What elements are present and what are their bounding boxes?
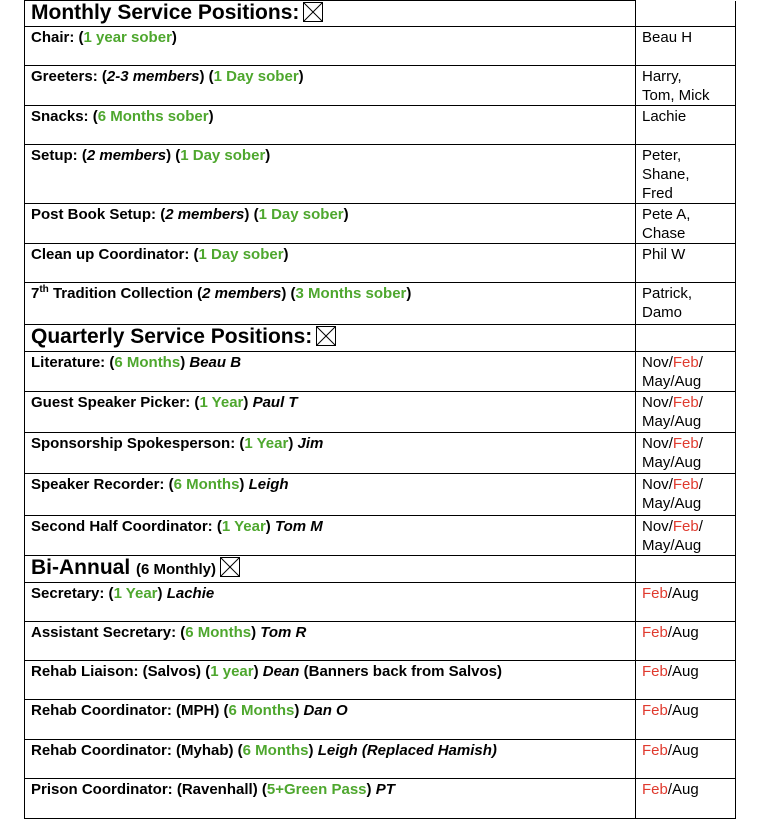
- role-name: Greeters:: [31, 68, 98, 85]
- role-cell: Guest Speaker Picker: (1 Year) Paul T: [25, 392, 636, 433]
- month: May: [642, 373, 671, 390]
- month-highlight: Feb: [642, 663, 668, 680]
- role-cell: Chair: (1 year sober): [25, 27, 636, 66]
- month: Aug: [674, 373, 702, 390]
- role-name: Tradition Collection: [52, 285, 193, 302]
- checkbox-crossed-icon[interactable]: [303, 2, 323, 22]
- month: May: [642, 495, 671, 512]
- term-length: 1 Year: [221, 518, 266, 535]
- assigned-person: PT: [375, 781, 395, 798]
- schedule-cell: [636, 700, 736, 740]
- month: Aug: [672, 742, 699, 759]
- month: Aug: [672, 624, 699, 641]
- term-length: 6 Months: [114, 354, 181, 371]
- quarterly-row: [25, 474, 736, 516]
- role-cell: Post Book Setup: (2 members) (1 Day sober): [25, 204, 636, 244]
- month: Nov: [642, 518, 669, 535]
- month: May: [642, 537, 671, 554]
- assigned-cell: [636, 66, 736, 106]
- role-suffix: th: [39, 284, 49, 295]
- separator: /: [670, 413, 675, 430]
- assigned-name: Patrick,: [642, 285, 693, 302]
- role-cell: Greeters: (2-3 members) (1 Day sober): [25, 66, 636, 106]
- separator: /: [698, 518, 703, 535]
- separator: /: [667, 624, 673, 641]
- monthly-row: [25, 204, 736, 244]
- checkbox-crossed-icon[interactable]: [220, 557, 240, 577]
- schedule-line: [642, 434, 728, 453]
- month-highlight: Feb: [672, 435, 699, 452]
- separator: /: [668, 435, 673, 452]
- biannual-section-title: Bi-Annual: [31, 556, 131, 579]
- month: Aug: [674, 495, 702, 512]
- role-cell: Snacks: (6 Months sober): [25, 106, 636, 145]
- term-length: 1 Year: [199, 394, 244, 411]
- role-cell: Literature: (6 Months) Beau B: [25, 352, 636, 392]
- month-highlight: Feb: [642, 624, 668, 641]
- month-highlight: Feb: [642, 781, 668, 798]
- month: Nov: [642, 476, 669, 493]
- month: Aug: [672, 663, 699, 680]
- role-cell: Speaker Recorder: (6 Months) Leigh: [25, 474, 636, 516]
- role-name: Sponsorship Spokesperson:: [31, 435, 236, 452]
- separator: /: [698, 435, 703, 452]
- role-name: Rehab Coordinator: (Myhab): [31, 742, 234, 759]
- assigned-person: Lachie: [166, 585, 215, 602]
- schedule-line: [642, 372, 728, 391]
- separator: /: [670, 537, 675, 554]
- biannual-section-header: [25, 556, 736, 583]
- assigned-cell: [636, 283, 736, 325]
- assigned-cell: [636, 204, 736, 244]
- schedule-cell: [636, 392, 736, 433]
- quarterly-row: [25, 352, 736, 392]
- role-name: Assistant Secretary:: [31, 624, 177, 641]
- role-cell: Secretary: (1 Year) Lachie: [25, 583, 636, 622]
- monthly-row: [25, 66, 736, 106]
- assigned-name: Pete A,: [642, 206, 691, 223]
- month: Aug: [674, 454, 702, 471]
- schedule-line: [642, 536, 728, 555]
- assigned-name: Damo: [642, 304, 683, 321]
- role-name: Literature:: [31, 354, 106, 371]
- members-count: 2 members: [202, 285, 282, 302]
- separator: /: [670, 373, 675, 390]
- role-name: Snacks:: [31, 108, 89, 125]
- assigned-cell: [636, 106, 736, 145]
- sobriety-requirement: 6 Months sober: [97, 108, 209, 125]
- assigned-cell: [636, 244, 736, 283]
- separator: /: [667, 702, 673, 719]
- quarterly-section-header: [25, 325, 736, 352]
- role-cell: Sponsorship Spokesperson: (1 Year) Jim: [25, 433, 636, 474]
- separator: /: [667, 742, 673, 759]
- month: Aug: [672, 585, 699, 602]
- role-name: Guest Speaker Picker:: [31, 394, 191, 411]
- term-length: 6 Months: [228, 702, 295, 719]
- schedule-cell: [636, 622, 736, 661]
- sobriety-requirement: 1 Day sober: [180, 147, 266, 164]
- role-name: Post Book Setup:: [31, 206, 157, 223]
- separator: /: [667, 585, 673, 602]
- biannual-row: [25, 700, 736, 740]
- monthly-row: [25, 145, 736, 204]
- month: Aug: [672, 702, 699, 719]
- sobriety-requirement: 1 year sober: [83, 29, 172, 46]
- assigned-name: Beau H: [642, 29, 693, 46]
- term-length: 1 year: [210, 663, 254, 680]
- schedule-cell: [636, 661, 736, 700]
- term-length: 1 Year: [113, 585, 158, 602]
- assigned-person: Leigh (Replaced Hamish): [317, 742, 497, 759]
- assigned-name: Tom, Mick: [642, 87, 710, 104]
- quarterly-row: [25, 516, 736, 556]
- schedule-line: [642, 780, 728, 799]
- members-count: 2 members: [86, 147, 167, 164]
- assigned-name: Chase: [642, 225, 686, 242]
- role-name: Rehab Liaison: (Salvos): [31, 663, 202, 680]
- month-highlight: Feb: [642, 702, 668, 719]
- members-count: 2-3 members: [106, 68, 200, 85]
- role-cell: Rehab Coordinator: (MPH) (6 Months) Dan O: [25, 700, 636, 740]
- schedule-line: [642, 517, 728, 536]
- quarterly-section-title: Quarterly Service Positions:: [31, 325, 313, 348]
- separator: /: [668, 518, 673, 535]
- separator: /: [698, 354, 703, 371]
- biannual-row: [25, 622, 736, 661]
- sobriety-requirement: 1 Day sober: [258, 206, 344, 223]
- assigned-name: Fred: [642, 185, 673, 202]
- term-length: 6 Months: [185, 624, 252, 641]
- quarterly-row: [25, 433, 736, 474]
- sobriety-requirement: 3 Months sober: [295, 285, 407, 302]
- schedule-line: [642, 623, 728, 642]
- schedule-cell: [636, 583, 736, 622]
- biannual-row: [25, 583, 736, 622]
- role-cell: Setup: (2 members) (1 Day sober): [25, 145, 636, 204]
- monthly-row: [25, 244, 736, 283]
- month-highlight: Feb: [672, 476, 699, 493]
- month-highlight: Feb: [642, 742, 668, 759]
- separator: /: [668, 394, 673, 411]
- schedule-cell: [636, 433, 736, 474]
- monthly-row: [25, 283, 736, 325]
- month-highlight: Feb: [642, 585, 668, 602]
- assigned-person: Tom M: [274, 518, 323, 535]
- role-cell: Rehab Coordinator: (Myhab) (6 Months) Leigh (Replaced Hamish): [25, 740, 636, 779]
- month: Nov: [642, 435, 669, 452]
- sobriety-requirement: 1 Day sober: [198, 246, 284, 263]
- schedule-line: [642, 741, 728, 760]
- assigned-person: Jim: [297, 435, 324, 452]
- assigned-person: Dan O: [303, 702, 348, 719]
- month: Aug: [672, 781, 699, 798]
- role-cell: Rehab Liaison: (Salvos) (1 year) Dean (Banners back from Salvos): [25, 661, 636, 700]
- role-cell: Assistant Secretary: (6 Months) Tom R: [25, 622, 636, 661]
- role-name: Speaker Recorder:: [31, 476, 165, 493]
- checkbox-crossed-icon[interactable]: [316, 326, 336, 346]
- role-name: Prison Coordinator: (Ravenhall): [31, 781, 258, 798]
- separator: /: [698, 394, 703, 411]
- role-name: Clean up Coordinator:: [31, 246, 190, 263]
- monthly-row: [25, 27, 736, 66]
- separator: /: [698, 476, 703, 493]
- schedule-line: [642, 475, 728, 494]
- separator: /: [668, 476, 673, 493]
- assigned-person: Beau B: [189, 354, 242, 371]
- monthly-section-title-cell: [25, 1, 636, 27]
- quarterly-row: [25, 392, 736, 433]
- month-highlight: Feb: [672, 394, 699, 411]
- schedule-cell: [636, 474, 736, 516]
- separator: /: [668, 354, 673, 371]
- biannual-section-title-cell: [25, 556, 636, 583]
- schedule-line: [642, 662, 728, 681]
- schedule-line: [642, 353, 728, 372]
- role-cell: Second Half Coordinator: (1 Year) Tom M: [25, 516, 636, 556]
- role-number: 7: [31, 285, 40, 302]
- schedule-cell: [636, 516, 736, 556]
- quarterly-section-empty-cell: [636, 325, 736, 352]
- role-name: Rehab Coordinator: (MPH): [31, 702, 220, 719]
- month: May: [642, 413, 671, 430]
- schedule-line: [642, 453, 728, 472]
- schedule-cell: [636, 779, 736, 819]
- schedule-cell: [636, 352, 736, 392]
- schedule-cell: [636, 740, 736, 779]
- monthly-section-header: [25, 1, 736, 27]
- biannual-row: [25, 740, 736, 779]
- assigned-cell: [636, 27, 736, 66]
- service-positions-table: [24, 0, 736, 819]
- role-cell: Clean up Coordinator: (1 Day sober): [25, 244, 636, 283]
- sobriety-requirement: 1 Day sober: [213, 68, 299, 85]
- role-cell: 7th Tradition Collection (2 members) (3 Months sober): [25, 283, 636, 325]
- term-length: 6 Months: [173, 476, 240, 493]
- assigned-person: Tom R: [260, 624, 307, 641]
- separator: /: [670, 454, 675, 471]
- biannual-section-empty-cell: [636, 556, 736, 583]
- assigned-cell: [636, 145, 736, 204]
- month: Nov: [642, 394, 669, 411]
- biannual-row: [25, 661, 736, 700]
- term-length: 6 Months: [242, 742, 309, 759]
- role-name: Setup:: [31, 147, 78, 164]
- month-highlight: Feb: [672, 518, 699, 535]
- monthly-section-empty-cell: [636, 1, 736, 27]
- term-length: 1 Year: [244, 435, 289, 452]
- assigned-person: Dean: [262, 663, 300, 680]
- separator: /: [667, 663, 673, 680]
- assigned-name: Harry,: [642, 68, 682, 85]
- monthly-section-title: Monthly Service Positions:: [31, 1, 300, 24]
- schedule-line: [642, 584, 728, 603]
- term-length: 5+Green Pass: [266, 781, 367, 798]
- schedule-line: [642, 494, 728, 513]
- schedule-line: [642, 701, 728, 720]
- assigned-name: Lachie: [642, 108, 687, 125]
- assigned-name: Peter,: [642, 147, 682, 164]
- month: Aug: [674, 537, 702, 554]
- assigned-name: Shane,: [642, 166, 690, 183]
- assigned-person: Paul T: [252, 394, 298, 411]
- role-name: Chair:: [31, 29, 75, 46]
- role-cell: Prison Coordinator: (Ravenhall) (5+Green Pass) PT: [25, 779, 636, 819]
- separator: /: [667, 781, 673, 798]
- members-count: 2 members: [165, 206, 245, 223]
- monthly-row: [25, 106, 736, 145]
- quarterly-section-title-cell: [25, 325, 636, 352]
- biannual-row: [25, 779, 736, 819]
- biannual-section-subtitle: (6 Monthly): [136, 561, 216, 578]
- table-body: [25, 1, 736, 819]
- month: Nov: [642, 354, 669, 371]
- note: (Banners back from Salvos): [303, 663, 503, 680]
- role-name: Second Half Coordinator:: [31, 518, 213, 535]
- schedule-line: [642, 393, 728, 412]
- role-name: Secretary:: [31, 585, 105, 602]
- assigned-name: Phil W: [642, 246, 686, 263]
- month: May: [642, 454, 671, 471]
- month-highlight: Feb: [672, 354, 699, 371]
- schedule-line: [642, 412, 728, 431]
- separator: /: [670, 495, 675, 512]
- month: Aug: [674, 413, 702, 430]
- assigned-person: Leigh: [248, 476, 289, 493]
